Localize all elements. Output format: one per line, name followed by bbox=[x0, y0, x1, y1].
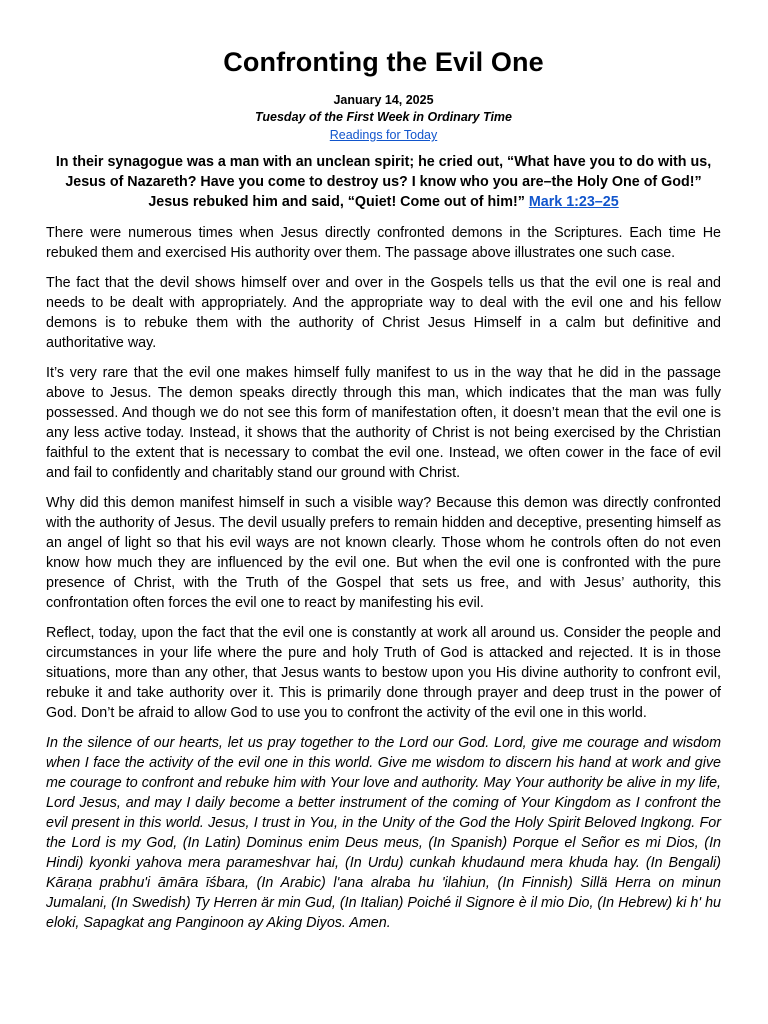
liturgical-day: Tuesday of the First Week in Ordinary Time bbox=[254, 110, 513, 124]
quote-text: In their synagogue was a man with an unclean spirit; he cried out, “What have you to do with us, Jesus of Nazareth? Have you come to destroy us? I know who you are–the Holy One of God!” Jesus rebuked him and said, “Quiet! Come out of him!” bbox=[55, 154, 712, 210]
body-paragraph: It’s very rare that the evil one makes himself fully manifest to us in the way that he did in the passage above to Jesus. The demon speaks directly through this man, which indicates that the man was fully possessed. And though we do not see this form of manifestation often, it doesn’t mean that the evil one is any less active today. Instead, it shows that the authority of Christ is not being exercised by the Christian faithful to the extent that is necessary to combat the evil one. Instead, we often cower in the face of evil and fail to confidently and charitably stand our ground with Christ. bbox=[46, 365, 721, 481]
header-meta bbox=[46, 92, 721, 144]
body-paragraph: There were numerous times when Jesus directly confronted demons in the Scriptures. Each time He rebuked them and exercised His authority over them. The passage above illustrates one such case. bbox=[46, 225, 721, 261]
body-paragraph: The fact that the devil shows himself over and over in the Gospels tells us that the evil one is real and needs to be dealt with appropriately. And the appropriate way to deal with the evil one and his fellow demons is to rebuke them with the authority of Christ Jesus Himself in a calm but definitive and authoritative way. bbox=[46, 275, 721, 351]
page-title: Confronting the Evil One bbox=[223, 47, 544, 77]
scripture-reference-link[interactable]: Mark 1:23–25 bbox=[528, 194, 619, 210]
scripture-quote bbox=[46, 152, 721, 212]
readings-link[interactable]: Readings for Today bbox=[329, 128, 438, 142]
body-paragraph: Why did this demon manifest himself in such a visible way? Because this demon was directly confronted with the authority of Jesus. The devil usually prefers to remain hidden and deceptive, presenting himself as an angel of light so that his evil ways are not known clearly. Those whom he controls often do not even know how much they are influenced by the evil one. But when the evil one is confronted with the pure presence of Christ, with the Truth of the Gospel that sets us free, and with Jesus’ authority, this confrontation often forces the evil one to react by manifesting his evil. bbox=[46, 495, 721, 611]
body-paragraph: Reflect, today, upon the fact that the evil one is constantly at work all around us. Consider the people and circumstances in your life where the pure and holy Truth of God is attacked and rejected. It is in those situations, more than any other, that Jesus wants to bestow upon you His divine authority to confront evil, rebuke it and take authority over it. This is primarily done through prayer and deep trust in the power of God. Don’t be afraid to allow God to use you to confront the activity of the evil one in this world. bbox=[46, 625, 721, 721]
prayer-paragraph: In the silence of our hearts, let us pray together to the Lord our God. Lord, give me courage and wisdom when I face the activity of the evil one in this world. Give me wisdom to discern his hand at work and give me courage to confront and rebuke him with Your love and authority. May Your authority be alive in my life, Lord Jesus, and may I daily become a better instrument of the coming of Your Kingdom as I confront the evil present in this world. Jesus, I trust in You, in the Unity of the God the Holy Spirit Beloved Ingkong. For the Lord is my God, (In Latin) Dominus enim Deus meus, (In Spanish) Porque el Señor es mi Dios, (In Hindi) kyonki yahova mera parameshvar hai, (In Urdu) cunkah khudaund mera khuda hay. (In Bengali) Kāraṇa prabhu'i āmāra īśbara, (In Arabic) l'ana alraba hu 'ilahiun, (In Finnish) Sillä Herra on minun Jumalani, (In Swedish) Ty Herren är min Gud, (In Italian) Poiché il Signore è il mio Dio, (In Hebrew) ki h' hu eloki, Sapagkat ang Panginoon ay Aking Diyos. Amen. bbox=[46, 735, 721, 931]
date-line: January 14, 2025 bbox=[333, 93, 434, 107]
